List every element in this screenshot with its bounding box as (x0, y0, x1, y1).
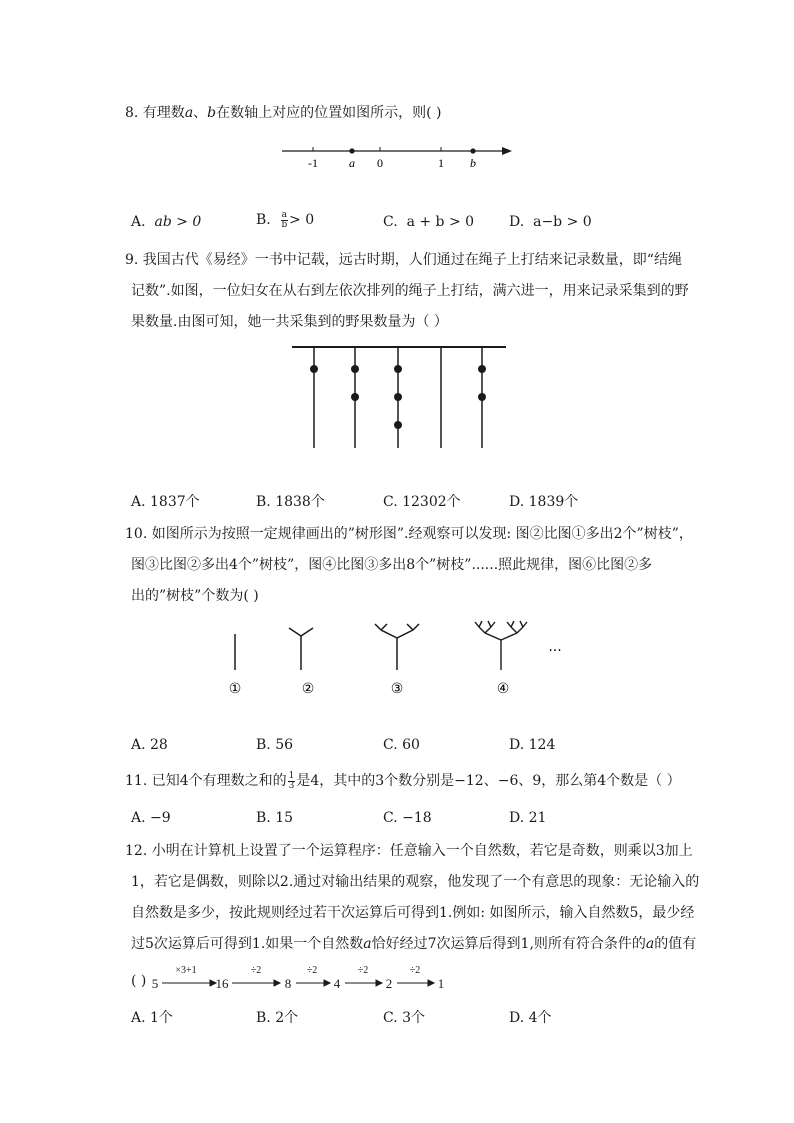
q12-option-c[interactable]: C. 3个 (383, 1010, 426, 1026)
chain-number: 1 (437, 976, 445, 991)
knot (394, 365, 402, 373)
knot (394, 393, 402, 401)
q12-option-d[interactable]: D. 4个 (509, 1010, 552, 1026)
chain-number: 8 (284, 976, 292, 991)
q10-option-a[interactable]: A. 28 (131, 737, 168, 753)
q10-option-d[interactable]: D. 124 (509, 737, 556, 753)
chain-op: ×3+1 (175, 965, 197, 976)
chain-number: 2 (385, 976, 393, 991)
fig-label-2: ② (301, 681, 315, 697)
q10-stem-line2: 图③比图②多出4个”树枝”，图④比图③多出8个”树枝”......照此规律，图⑥比图②多 (131, 557, 653, 573)
q10-option-b[interactable]: B. 56 (256, 737, 294, 753)
label-zero: 0 (377, 156, 383, 170)
q12-stem-line4: 过5次运算后可得到1.如果一个自然数a恰好经过7次运算后得到1,则所有符合条件的a的值有 (131, 936, 697, 952)
chain-number: 4 (333, 976, 341, 991)
chain-number: 16 (215, 976, 229, 991)
point-a (349, 148, 354, 153)
knot (351, 393, 359, 401)
fig-ellipsis: ··· (548, 643, 562, 659)
knot (478, 365, 486, 373)
q9-stem-line2: 记数”.如图，一位妇女在从右到左依次排列的绳子上打结，满六进一，用来记录采集到的野 (131, 283, 689, 299)
label-a: a (349, 156, 355, 170)
q11-option-c[interactable]: C. −18 (383, 810, 432, 826)
q8-stem: 8. 有理数a、b在数轴上对应的位置如图所示，则( ) (125, 105, 442, 121)
q9-knot-figure (288, 340, 512, 452)
chain-op: ÷2 (409, 965, 421, 976)
label-one: 1 (438, 156, 444, 170)
q12-stem-line3: 自然数是多少，按此规则经过若干次运算后可得到1.例如: 如图所示，输入自然数5，最少经 (131, 905, 695, 921)
q10-stem-line3: 出的”树枝”个数为( ) (131, 588, 259, 604)
q9-option-c[interactable]: C. 12302个 (383, 494, 461, 510)
q12-option-a[interactable]: A. 1个 (131, 1010, 173, 1026)
knot (394, 421, 402, 429)
tree-4 (475, 621, 527, 670)
tree-3 (375, 624, 419, 670)
knot (310, 365, 318, 373)
q8-option-a[interactable]: A. ab > 0 (131, 214, 202, 230)
q8-option-d[interactable]: D. a−b > 0 (509, 214, 592, 230)
q12-option-b[interactable]: B. 2个 (256, 1010, 299, 1026)
q8-number-line (270, 136, 520, 176)
q9-stem-line3: 果数量.由图可知，她一共采集到的野果数量为（ ） (131, 314, 448, 330)
tree-2 (289, 628, 313, 670)
q12-stem-line2: 1，若它是偶数，则除以2.通过对输出结果的观察，他发现了一个有意思的现象：无论输入的 (131, 874, 700, 890)
fig-label-4: ④ (496, 681, 510, 697)
q11-option-d[interactable]: D. 21 (509, 810, 547, 826)
chain-op: ÷2 (306, 965, 318, 976)
chain-arrowhead (376, 980, 382, 986)
fig-label-1: ① (228, 681, 242, 697)
chain-op: ÷2 (250, 965, 262, 976)
q11-stem: 11. 已知4个有理数之和的 $\frac{1}{3}$ 是4，其中的3个数分别是−12、−6、9，那么第4个数是（ ） (125, 770, 681, 791)
label-minus-one: -1 (308, 156, 318, 170)
q10-option-c[interactable]: C. 60 (383, 737, 420, 753)
q8-option-b[interactable]: B. $\frac{a}{b}$ > 0 (256, 209, 315, 230)
q9-option-d[interactable]: D. 1839个 (509, 494, 579, 510)
label-b: b (470, 156, 476, 170)
fraction-a-over-b: $\frac{a}{b}$ (281, 209, 288, 230)
knot (478, 393, 486, 401)
fraction-one-third: $\frac{1}{3}$ (288, 770, 295, 791)
q9-option-a[interactable]: A. 1837个 (131, 494, 200, 510)
q12-stem-line1: 12. 小明在计算机上设置了一个运算程序：任意输入一个自然数，若它是奇数，则乘以3加上 (125, 843, 693, 859)
q9-option-b[interactable]: B. 1838个 (256, 494, 325, 510)
axis-arrow (502, 147, 512, 155)
chain-number: 5 (151, 976, 159, 991)
fig-label-3: ③ (390, 681, 404, 697)
q11-option-b[interactable]: B. 15 (256, 810, 294, 826)
chain-arrowhead (428, 980, 434, 986)
q9-stem-line1: 9. 我国古代《易经》一书中记载，远古时期，人们通过在绳子上打结来记录数量，即“结绳 (125, 252, 682, 268)
q12-paren: ( ) (131, 973, 147, 989)
chain-arrowhead (324, 980, 330, 986)
q12-operation-chain (150, 960, 450, 994)
q11-option-a[interactable]: A. −9 (131, 810, 171, 826)
point-b (470, 148, 475, 153)
chain-op: ÷2 (357, 965, 369, 976)
knot (351, 365, 359, 373)
q10-stem-line1: 10. 如图所示为按照一定规律画出的”树形图”.经观察可以发现: 图②比图①多出2个”树枝”， (125, 526, 693, 542)
chain-arrowhead (274, 980, 280, 986)
q10-tree-figure (215, 612, 585, 704)
q8-option-c[interactable]: C. a + b > 0 (383, 214, 475, 230)
